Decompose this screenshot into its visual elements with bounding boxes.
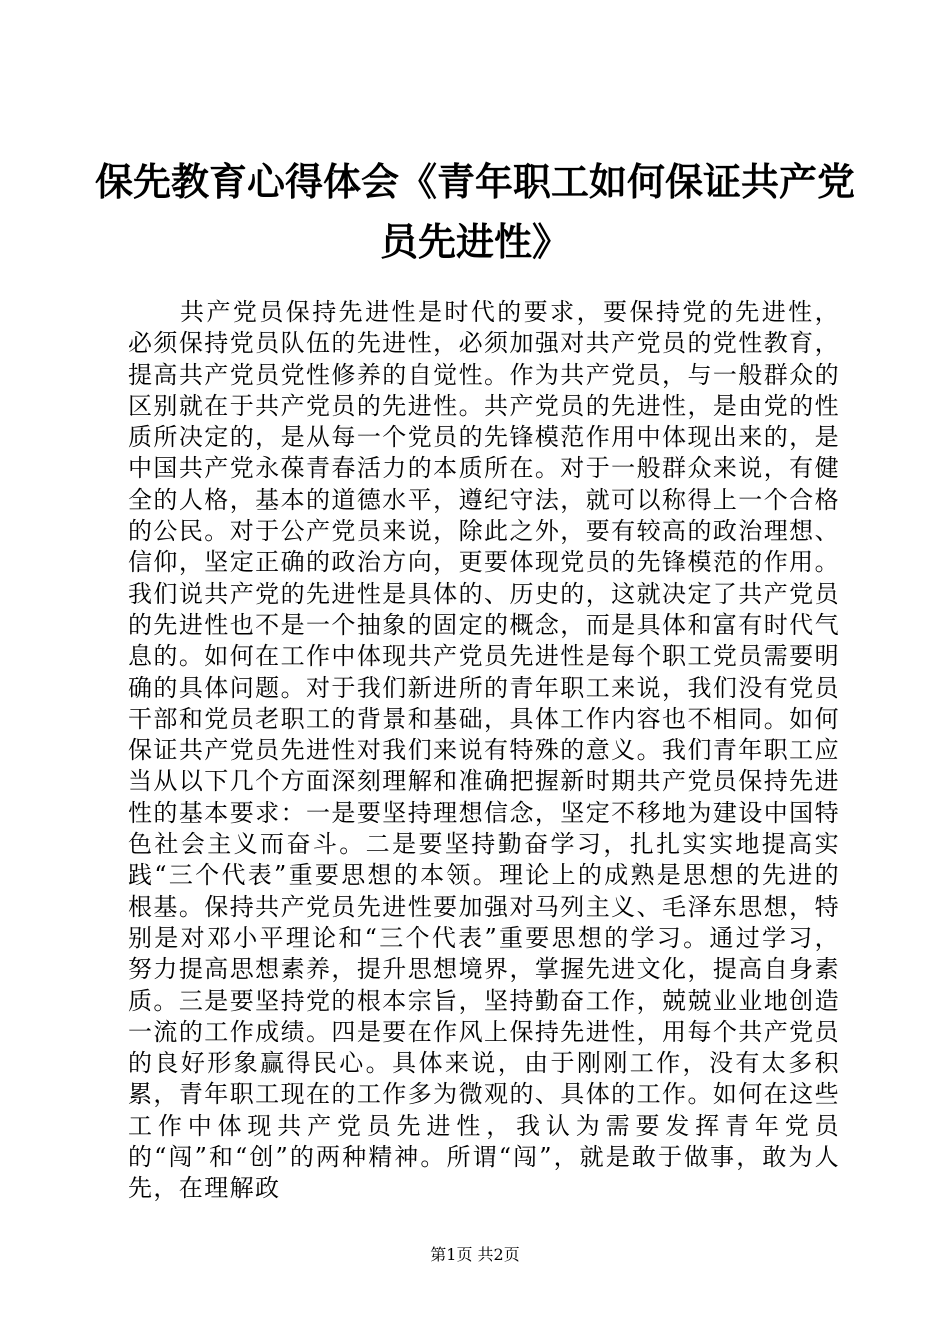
document-title: 保先教育心得体会《青年职工如何保证共产党员先进性》 <box>94 159 855 264</box>
page-number-footer: 第1页 共2页 <box>430 1245 520 1264</box>
document-body-paragraph: 共产党员保持先进性是时代的要求，要保持党的先进性，必须保持党员队伍的先进性，必须加强对共产党员的党性教育，提高共产党员党性修养的自觉性。作为共产党员，与一般群众的区别就在于共产党员的先进性。共产党员的先进性，是由党的性质所决定的，是从每一个党员的先锋模范作用中体现出来的，是中国共产党永葆青春活力的本质所在。对于一般群众来说，有健全的人格，基本的道德水平，遵纪守法，就可以称得上一个合格的公民。对于公产党员来说，除此之外，要有较高的政治理想、信仰，坚定正确的政治方向，更要体现党员的先锋模范的作用。我们说共产党的先进性是具体的、历史的，这就决定了共产党员的先进性也不是一个抽象的固定的概念，而是具体和富有时代气息的。如何在工作中体现共产党员先进性是每个职工党员需要明确的具体问题。对于我们新进所的青年职工来说，我们没有党员干部和党员老职工的背景和基础，具体工作内容也不相同。如何保证共产党员先进性对我们来说有特殊的意义。我们青年职工应当从以下几个方面深刻理解和准确把握新时期共产党员保持先进性的基本要求：一是要坚持理想信念，坚定不移地为建设中国特色社会主义而奋斗。二是要坚持勤奋学习，扎扎实实地提高实践“三个代表”重要思想的本领。理论上的成熟是思想的先进的根基。保持共产党员先进性要加强对马列主义、毛泽东思想，特别是对邓小平理论和“三个代表”重要思想的学习。通过学习，努力提高思想素养，提升思想境界，掌握先进文化，提高自身素质。三是要坚持党的根本宗旨，坚持勤奋工作，兢兢业业地创造一流的工作成绩。四是要在作风上保持先进性，用每个共产党员的良好形象赢得民心。具体来说，由于刚刚工作，没有太多积累，青年职工现在的工作多为微观的、具体的工作。如何在这些工作中体现共产党员先进性，我认为需要发挥青年党员的“闯”和“创”的两种精神。所谓“闯”，就是敢于做事，敢为人先，在理解政 <box>128 298 840 1203</box>
